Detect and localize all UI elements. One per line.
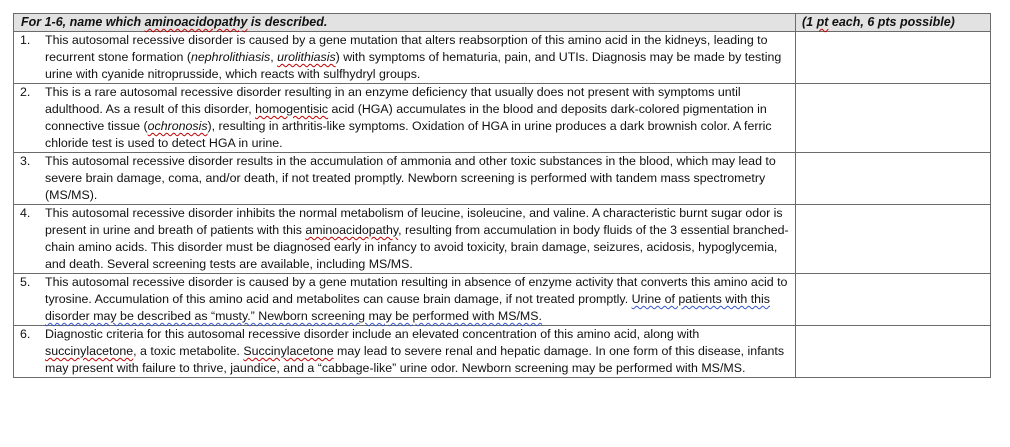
question-text <box>45 84 795 152</box>
question-cell <box>14 153 796 205</box>
question-text <box>45 274 795 325</box>
question-cell <box>14 274 796 326</box>
text-run: ), resulting in arthritis-like symptoms. Oxidation of HGA in urine produces a dark brownish color. A ferric chloride test is used to detect HGA in urine. <box>45 119 772 150</box>
question-cell <box>14 326 796 378</box>
question-number: 6. <box>20 327 31 341</box>
answer-cell[interactable] <box>796 32 991 84</box>
question-text <box>45 205 795 273</box>
question-cell <box>14 84 796 153</box>
question-number: 4. <box>20 206 31 220</box>
question-row <box>14 153 991 205</box>
answer-cell[interactable] <box>796 205 991 274</box>
question-number: 2. <box>20 85 31 99</box>
answer-cell[interactable] <box>796 274 991 326</box>
instruction-term: aminoacidopathy <box>144 15 248 29</box>
question-row <box>14 274 991 326</box>
answer-cell[interactable] <box>796 153 991 205</box>
instruction-cell <box>14 14 796 32</box>
term-ochronosis: ochronosis <box>147 119 208 133</box>
question-row <box>14 32 991 84</box>
question-row <box>14 205 991 274</box>
term-nephrolithiasis: nephrolithiasis <box>191 50 271 64</box>
text-run: , <box>270 50 278 64</box>
term-homogentisic: homogentisic <box>255 102 329 116</box>
points-text-end: each, 6 pts possible) <box>828 15 955 29</box>
points-abbrev: pt <box>816 15 829 29</box>
term-aminoacidopathy: aminoacidopathy <box>305 223 399 237</box>
question-cell <box>14 32 796 84</box>
text-run: acid (HGA) accumulates in the blood and deposits dark-colored pigmentation in connective tissue ( <box>45 102 767 133</box>
text-run: This is a rare autosomal recessive disorder resulting in an enzyme deficiency that usually does not present with symptoms until adulthood. As a result of this disorder, <box>45 85 741 116</box>
question-cell <box>14 205 796 274</box>
text-run: , a toxic metabolite. <box>133 344 244 358</box>
question-row <box>14 84 991 153</box>
question-row <box>14 326 991 378</box>
term-succinylacetone: succinylacetone <box>45 344 134 358</box>
term-urolithiasis: urolithiasis <box>277 50 336 64</box>
question-number: 1. <box>20 33 31 47</box>
question-table <box>13 13 991 378</box>
text-run: may lead to severe renal and hepatic damage. In one form of this disease, infants may present with failure to thrive, jaundice, and a “cabbage-like” urine odor. Newborn screening may be performed with MS/MS. <box>45 344 785 375</box>
instruction-text-start: For 1-6, name which <box>21 15 145 29</box>
text-run: Diagnostic criteria for this autosomal recessive disorder include an elevated concentration of this amino acid, along with <box>45 327 700 341</box>
question-text <box>45 326 795 377</box>
question-text: This autosomal recessive disorder results in the accumulation of ammonia and other toxic substances in the blood, which may lead to severe brain damage, coma, and/or death, if not treated promptly. Newborn screening is performed with tandem mass spectrometry (MS/MS). <box>45 154 776 202</box>
points-text-start: (1 <box>802 15 817 29</box>
question-number: 3. <box>20 154 31 168</box>
instruction-text-end: is described. <box>247 15 328 29</box>
points-cell <box>796 14 991 32</box>
question-number: 5. <box>20 275 31 289</box>
grammar-flagged-sentence: Urine of patients with this disorder may be described as “musty.” Newborn screening may be performed with MS/MS. <box>45 292 771 323</box>
text-run: ) with symptoms of hematuria, pain, and UTIs. Diagnosis may be made by testing urine with cyanide nitroprusside, which reacts with sulfhydryl groups. <box>45 50 782 81</box>
text-run: This autosomal recessive disorder is caused by a gene mutation resulting in absence of enzyme activity that converts this amino acid to tyrosine. Accumulation of this amino acid and metabolites can cause brain damage, if not treated promptly. <box>45 275 788 306</box>
text-run: This autosomal recessive disorder inhibits the normal metabolism of leucine, isoleucine, and valine. A characteristic burnt sugar odor is present in urine and breath of patients with this <box>45 206 783 237</box>
answer-cell[interactable] <box>796 84 991 153</box>
header-row <box>14 14 991 32</box>
text-run: , resulting from accumulation in body fluids of the 3 essential branched-chain amino acids. This disorder must be diagnosed early in infancy to avoid toxicity, brain damage, seizures, acidosis, hypoglycemia, and death. Several screening tests are available, including MS/MS. <box>45 223 789 271</box>
question-text <box>45 32 795 83</box>
text-run: This autosomal recessive disorder is caused by a gene mutation that alters reabsorption of this amino acid in the kidneys, leading to recurrent stone formation ( <box>45 33 768 64</box>
term-succinylacetone: Succinylacetone <box>243 344 334 358</box>
answer-cell[interactable] <box>796 326 991 378</box>
